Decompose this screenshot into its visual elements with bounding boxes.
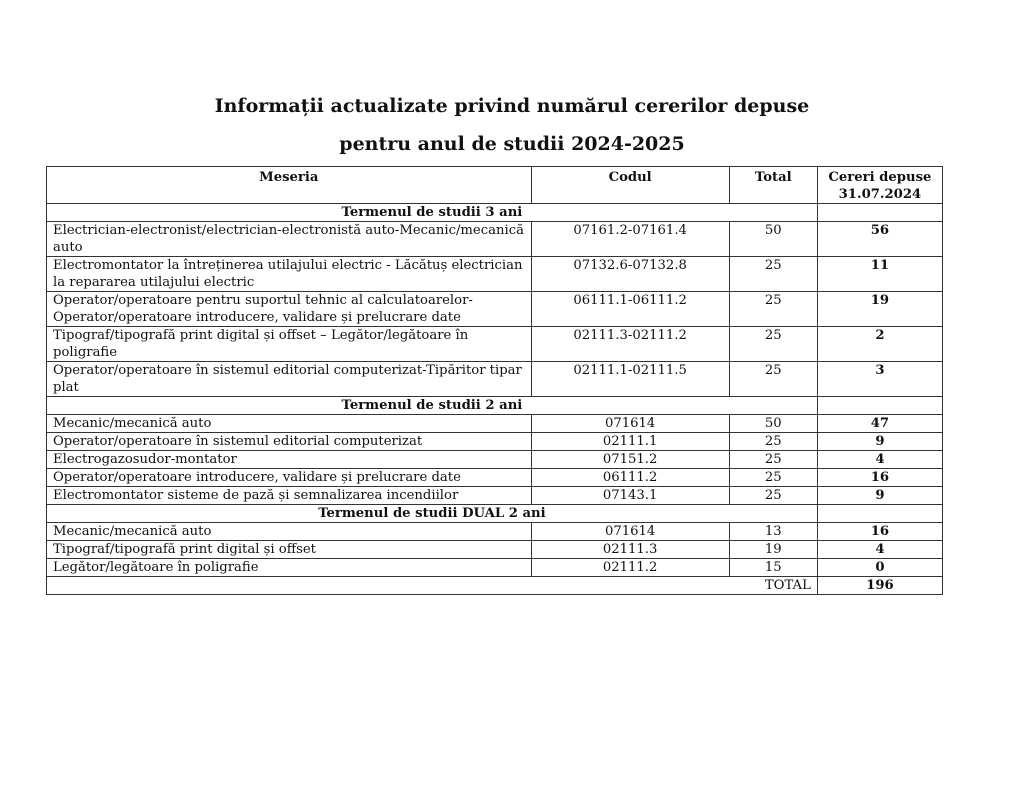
total-value: 196 <box>817 577 942 595</box>
cell-meseria: Electromontator la întreținerea utilajului electric - Lăcătuș electrician la repararea utilajului electric <box>47 257 532 292</box>
cell-codul: 06111.1-06111.2 <box>531 292 729 327</box>
cell-codul: 07161.2-07161.4 <box>531 222 729 257</box>
cell-meseria: Tipograf/tipografă print digital și offset <box>47 541 532 559</box>
cell-cereri: 56 <box>817 222 942 257</box>
cell-meseria: Legător/legătoare în poligrafie <box>47 559 532 577</box>
table-row <box>47 222 943 257</box>
cell-cereri: 16 <box>817 469 942 487</box>
header-meseria: Meseria <box>47 167 532 204</box>
total-label: TOTAL <box>47 577 818 595</box>
table-row <box>47 362 943 397</box>
section-empty-cell <box>817 397 942 415</box>
table-row <box>47 451 943 469</box>
cell-total: 25 <box>729 487 817 505</box>
cell-cereri: 0 <box>817 559 942 577</box>
cell-codul: 07151.2 <box>531 451 729 469</box>
cell-codul: 07143.1 <box>531 487 729 505</box>
cell-total: 13 <box>729 523 817 541</box>
section-label: Termenul de studii 2 ani <box>47 397 818 415</box>
cell-codul: 02111.1-02111.5 <box>531 362 729 397</box>
table-row <box>47 559 943 577</box>
header-cereri-line-1: Cereri depuse <box>828 170 932 185</box>
cell-cereri: 11 <box>817 257 942 292</box>
cell-cereri: 4 <box>817 451 942 469</box>
cell-total: 19 <box>729 541 817 559</box>
cell-meseria: Operator/operatoare în sistemul editorial computerizat <box>47 433 532 451</box>
section-label: Termenul de studii DUAL 2 ani <box>47 505 818 523</box>
cell-meseria: Electromontator sisteme de pază și semnalizarea incendiilor <box>47 487 532 505</box>
cell-total: 25 <box>729 292 817 327</box>
cell-cereri: 47 <box>817 415 942 433</box>
cell-cereri: 3 <box>817 362 942 397</box>
section-row <box>47 397 943 415</box>
total-row <box>47 577 943 595</box>
cell-total: 25 <box>729 469 817 487</box>
table-header-row <box>47 167 943 204</box>
cell-cereri: 4 <box>817 541 942 559</box>
cell-total: 25 <box>729 362 817 397</box>
cell-meseria: Operator/operatoare în sistemul editorial computerizat-Tipăritor tipar plat <box>47 362 532 397</box>
applications-table <box>46 166 943 595</box>
cell-codul: 02111.3 <box>531 541 729 559</box>
header-cereri <box>817 167 942 204</box>
table-row <box>47 433 943 451</box>
cell-meseria: Mecanic/mecanică auto <box>47 415 532 433</box>
table-row <box>47 541 943 559</box>
section-empty-cell <box>817 204 942 222</box>
cell-cereri: 9 <box>817 487 942 505</box>
cell-cereri: 19 <box>817 292 942 327</box>
header-total: Total <box>729 167 817 204</box>
cell-cereri: 2 <box>817 327 942 362</box>
cell-cereri: 9 <box>817 433 942 451</box>
table-row <box>47 469 943 487</box>
header-codul: Codul <box>531 167 729 204</box>
cell-total: 25 <box>729 257 817 292</box>
cell-total: 50 <box>729 415 817 433</box>
section-empty-cell <box>817 505 942 523</box>
header-cereri-line-2: 31.07.2024 <box>838 187 922 202</box>
table-row <box>47 327 943 362</box>
cell-codul: 02111.3-02111.2 <box>531 327 729 362</box>
table-body <box>47 204 943 595</box>
cell-total: 15 <box>729 559 817 577</box>
cell-meseria: Mecanic/mecanică auto <box>47 523 532 541</box>
section-row <box>47 505 943 523</box>
document-title-line-1: Informații actualizate privind numărul cererilor depuse <box>214 95 810 117</box>
cell-meseria: Electrogazosudor-montator <box>47 451 532 469</box>
table-row <box>47 523 943 541</box>
table-row <box>47 415 943 433</box>
cell-codul: 07132.6-07132.8 <box>531 257 729 292</box>
cell-meseria: Electrician-electronist/electrician-electronistă auto-Mecanic/mecanică auto <box>47 222 532 257</box>
cell-codul: 071614 <box>531 415 729 433</box>
document-title-line-2: pentru anul de studii 2024-2025 <box>339 133 685 155</box>
cell-meseria: Tipograf/tipografă print digital și offset – Legător/legătoare în poligrafie <box>47 327 532 362</box>
section-row <box>47 204 943 222</box>
cell-codul: 02111.1 <box>531 433 729 451</box>
cell-total: 25 <box>729 451 817 469</box>
cell-total: 25 <box>729 433 817 451</box>
table-row <box>47 292 943 327</box>
cell-meseria: Operator/operatoare pentru suportul tehnic al calculatoarelor-Operator/operatoare introducere, validare și prelucrare date <box>47 292 532 327</box>
cell-codul: 06111.2 <box>531 469 729 487</box>
cell-codul: 071614 <box>531 523 729 541</box>
table-row <box>47 257 943 292</box>
cell-cereri: 16 <box>817 523 942 541</box>
cell-total: 25 <box>729 327 817 362</box>
cell-total: 50 <box>729 222 817 257</box>
cell-meseria: Operator/operatoare introducere, validare și prelucrare date <box>47 469 532 487</box>
section-label: Termenul de studii 3 ani <box>47 204 818 222</box>
table-row <box>47 487 943 505</box>
cell-codul: 02111.2 <box>531 559 729 577</box>
